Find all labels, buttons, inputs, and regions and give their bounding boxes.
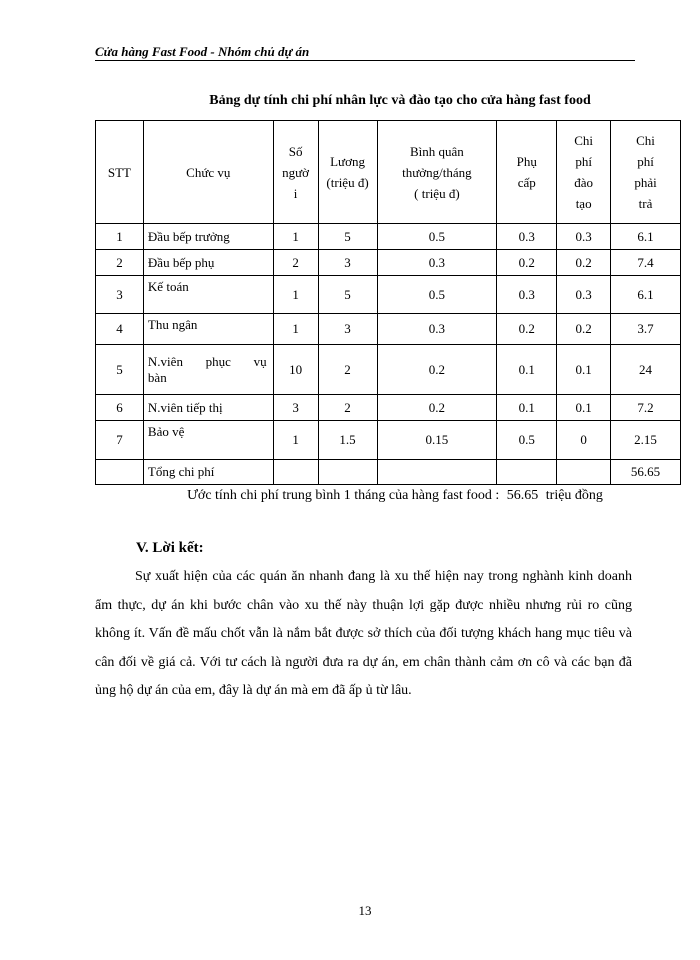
table-title: Bảng dự tính chi phí nhân lực và đào tạo cho cửa hàng fast food <box>209 93 591 108</box>
cell-count: 10 <box>273 345 318 395</box>
header-count <box>273 121 318 224</box>
cell-salary: 1.5 <box>318 421 377 460</box>
cell-count: 1 <box>273 421 318 460</box>
cell-payable: 7.2 <box>611 395 681 421</box>
cell-count: 2 <box>273 250 318 276</box>
header-role: Chức vụ <box>143 121 273 224</box>
cell-stt: 5 <box>96 345 144 395</box>
header-training-line: đào <box>574 175 594 190</box>
section-title: V. Lời kết: <box>136 540 204 556</box>
cell-bonus: 0.2 <box>377 395 497 421</box>
table-row <box>96 314 681 345</box>
cell-bonus: 0.15 <box>377 421 497 460</box>
cell-salary: 3 <box>318 314 377 345</box>
cell-training: 0.1 <box>557 345 611 395</box>
cell-salary: 3 <box>318 250 377 276</box>
cell-salary: 2 <box>318 345 377 395</box>
header-allowance-line: cấp <box>517 175 536 190</box>
cell-payable: 2.15 <box>611 421 681 460</box>
cell-bonus: 0.5 <box>377 276 497 314</box>
header-count-line: i <box>293 185 298 201</box>
cell-salary: 5 <box>318 224 377 250</box>
cell-bonus: 0.2 <box>377 345 497 395</box>
cell-role-line: bàn <box>147 369 167 385</box>
table-row <box>96 276 681 314</box>
header-training-line: Chi <box>574 133 594 148</box>
header-count-line: ngườ <box>282 164 310 180</box>
summary-unit: triệu đồng <box>545 488 603 503</box>
summary-label: Ước tính chi phí trung bình 1 tháng của hàng fast food : <box>187 488 500 503</box>
cell-stt: 7 <box>96 421 144 460</box>
header-training-line: phí <box>575 154 592 169</box>
cell-salary: 5 <box>318 276 377 314</box>
cell-empty <box>557 460 611 485</box>
cell-training: 0.1 <box>557 395 611 421</box>
cell-allowance: 0.5 <box>497 421 557 460</box>
cell-payable: 6.1 <box>611 224 681 250</box>
cell-training: 0.2 <box>557 314 611 345</box>
cell-payable: 3.7 <box>611 314 681 345</box>
cell-bonus: 0.3 <box>377 250 497 276</box>
cell-role: Bảo vệ <box>143 421 273 460</box>
table-row <box>96 224 681 250</box>
header-stt: STT <box>96 121 144 224</box>
cell-role: Thu ngân <box>143 314 273 345</box>
table-row <box>96 421 681 460</box>
cell-training: 0.3 <box>557 224 611 250</box>
cost-table <box>95 120 681 485</box>
cell-allowance: 0.1 <box>497 395 557 421</box>
cell-role: N.viên tiếp thị <box>143 395 273 421</box>
header-salary-line: (triệu đ) <box>326 175 369 190</box>
cell-count: 1 <box>273 224 318 250</box>
cell-empty <box>318 460 377 485</box>
cell-count: 1 <box>273 314 318 345</box>
cell-salary: 2 <box>318 395 377 421</box>
cell-allowance: 0.3 <box>497 224 557 250</box>
header-allowance <box>497 121 557 224</box>
cell-stt-empty <box>96 460 144 485</box>
header-salary <box>318 121 377 224</box>
total-label: Tổng chi phí <box>143 460 273 485</box>
header-bonus-line: thưởng/tháng <box>402 164 472 180</box>
monthly-cost-summary <box>95 488 695 504</box>
header-payable-line: phí <box>637 154 654 169</box>
header-allowance-line: Phụ <box>516 154 537 169</box>
cell-count: 1 <box>273 276 318 314</box>
cell-stt: 3 <box>96 276 144 314</box>
cell-stt: 2 <box>96 250 144 276</box>
summary-value: 56.65 <box>506 488 539 503</box>
cell-training: 0 <box>557 421 611 460</box>
cell-count: 3 <box>273 395 318 421</box>
header-payable-line: Chi <box>636 133 655 148</box>
header-bonus-line: ( triệu đ) <box>414 185 460 201</box>
cell-allowance: 0.2 <box>497 314 557 345</box>
cell-stt: 1 <box>96 224 144 250</box>
header-bonus <box>377 121 497 224</box>
cell-payable: 24 <box>611 345 681 395</box>
header-count-line: Số <box>288 143 303 159</box>
header-rule <box>95 60 635 61</box>
header-training-line: tạo <box>575 196 592 211</box>
cell-stt: 6 <box>96 395 144 421</box>
cell-empty <box>377 460 497 485</box>
conclusion-paragraph: Sự xuất hiện của các quán ăn nhanh đang là xu thế hiện nay trong nghành kinh doanh ẩm thực, dự án khi bước chân vào xu thế này thuận lợi gặp được nhiều nhưng rủi ro cũng không ít. Vấn đề mấu chốt vẫn là nắm bắt được sở thích của đối tượng khách hang mục tiêu và cân đối về giá cả. Với tư cách là người đưa ra dự án, em chân thành cảm ơn cô và các bạn đã ủng hộ dự án của em, đây là dự án mà em đã ấp ủ từ lâu. <box>95 569 632 698</box>
cell-bonus: 0.3 <box>377 314 497 345</box>
cell-payable: 6.1 <box>611 276 681 314</box>
cell-stt: 4 <box>96 314 144 345</box>
header-training <box>557 121 611 224</box>
cell-role-line: N.viên phục vụ <box>147 353 267 369</box>
cell-allowance: 0.3 <box>497 276 557 314</box>
total-payable: 56.65 <box>611 460 681 485</box>
cell-role <box>143 345 273 395</box>
header-payable-line: phải <box>634 175 657 190</box>
cell-bonus: 0.5 <box>377 224 497 250</box>
cell-allowance: 0.2 <box>497 250 557 276</box>
header-bonus-line: Bình quân <box>410 143 464 159</box>
running-header: Cửa hàng Fast Food - Nhóm chủ dự án <box>95 44 310 59</box>
cell-training: 0.2 <box>557 250 611 276</box>
cell-role: Kế toán <box>143 276 273 314</box>
total-row <box>96 460 681 485</box>
cell-empty <box>497 460 557 485</box>
header-payable <box>611 121 681 224</box>
cell-role: Đầu bếp trưởng <box>143 224 273 250</box>
page-number: 13 <box>358 903 372 918</box>
table-row <box>96 345 681 395</box>
header-payable-line: trả <box>638 196 653 211</box>
cell-training: 0.3 <box>557 276 611 314</box>
header-salary-line: Lương <box>330 154 365 169</box>
table-header-row <box>96 121 681 224</box>
cell-allowance: 0.1 <box>497 345 557 395</box>
cell-empty <box>273 460 318 485</box>
table-row <box>96 250 681 276</box>
cell-role: Đầu bếp phụ <box>143 250 273 276</box>
cell-payable: 7.4 <box>611 250 681 276</box>
table-row <box>96 395 681 421</box>
